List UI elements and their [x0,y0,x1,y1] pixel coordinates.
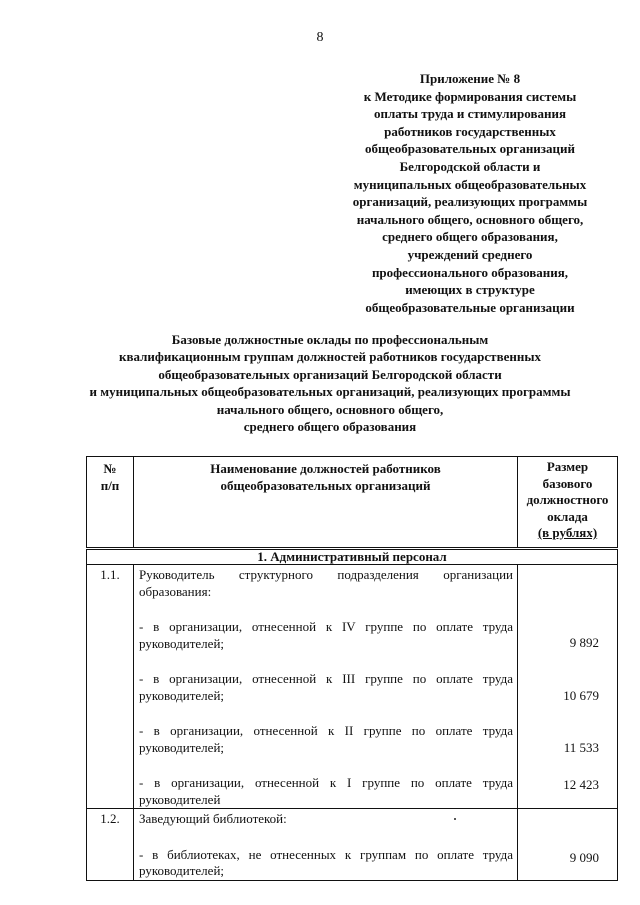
salary-amount: 12 423 [563,777,599,792]
salary-amount: 9 090 [569,850,599,865]
title-line: общеобразовательных организаций Белгородской области [158,366,502,382]
position-cell [134,809,518,881]
appendix-line: имеющих в структуре [405,282,535,298]
section-title: 1. Административный персонал [87,549,618,565]
position-intro: Руководитель структурного подразделения организации образования: [139,567,513,599]
appendix-line: работников государственных [384,123,556,139]
document-title [60,331,600,435]
title-line: начального общего, основного общего, [216,401,444,417]
amount-cell [518,809,618,881]
appendix-header [332,70,608,316]
header-salary-amount [518,457,618,549]
header-position-name [134,457,518,549]
amount-cell [518,565,618,809]
position-item: - в организации, отнесенной к II группе по оплате труда руководителей; [139,723,513,755]
salary-amount: 11 533 [563,740,599,755]
appendix-line: к Методике формирования системы [363,88,577,104]
appendix-line: учреждений среднего [407,246,533,262]
appendix-line: общеобразовательных организаций [364,141,575,157]
appendix-line: общеобразовательные организации [365,299,575,315]
table-row [87,565,618,809]
header-amount-line: оклада [547,508,588,524]
header-name-line: Наименование должностей работников [210,461,441,476]
row-number: 1.2. [87,809,134,881]
section-row [87,549,618,565]
appendix-line: профессионального образования, [371,264,569,280]
page-number: 8 [316,30,324,45]
salary-amount: 10 679 [563,688,599,703]
appendix-line: Белгородской области и [399,158,541,174]
position-intro: Заведующий библиотекой: [139,811,287,826]
title-line: и муниципальных общеобразовательных организаций, реализующих программы [89,384,571,400]
header-num-label: п/п [100,477,120,493]
title-line: квалификационным группам должностей работников государственных [119,349,541,365]
appendix-line: оплаты труда и стимулирования [374,106,566,122]
appendix-line: Приложение № 8 [419,71,521,86]
header-amount-line: должностного [526,492,609,507]
table-row [87,809,618,881]
title-line: среднего общего образования [243,419,417,435]
salary-amount: 9 892 [569,635,599,650]
position-item: - в организации, отнесенной к I группе по оплате труда руководителей [139,775,513,807]
header-num [87,457,134,549]
row-number: 1.1. [87,565,134,809]
header-amount-unit: (в рублях) [537,525,598,540]
table-header-row [87,457,618,549]
position-item: - в организации, отнесенной к III группе по оплате труда руководителей; [139,671,513,703]
header-num-symbol: № [103,461,117,476]
appendix-line: среднего общего образования, [382,229,558,245]
position-item: - в библиотеках, не отнесенных к группам по оплате труда руководителей; [139,846,513,878]
appendix-line: организаций, реализующих программы [352,194,588,210]
header-amount-line: базового [542,475,593,491]
position-cell [134,565,518,809]
header-name-line: общеобразовательных организаций [220,477,431,493]
appendix-line: начального общего, основного общего, [356,211,584,227]
title-line: Базовые должностные оклады по профессиональным [171,332,489,347]
header-amount-line: Размер [546,459,589,474]
scan-speck [454,818,456,820]
appendix-line: муниципальных общеобразовательных [353,176,587,192]
position-item: - в организации, отнесенной к IV группе по оплате труда руководителей; [139,619,513,651]
salary-table [86,456,618,881]
